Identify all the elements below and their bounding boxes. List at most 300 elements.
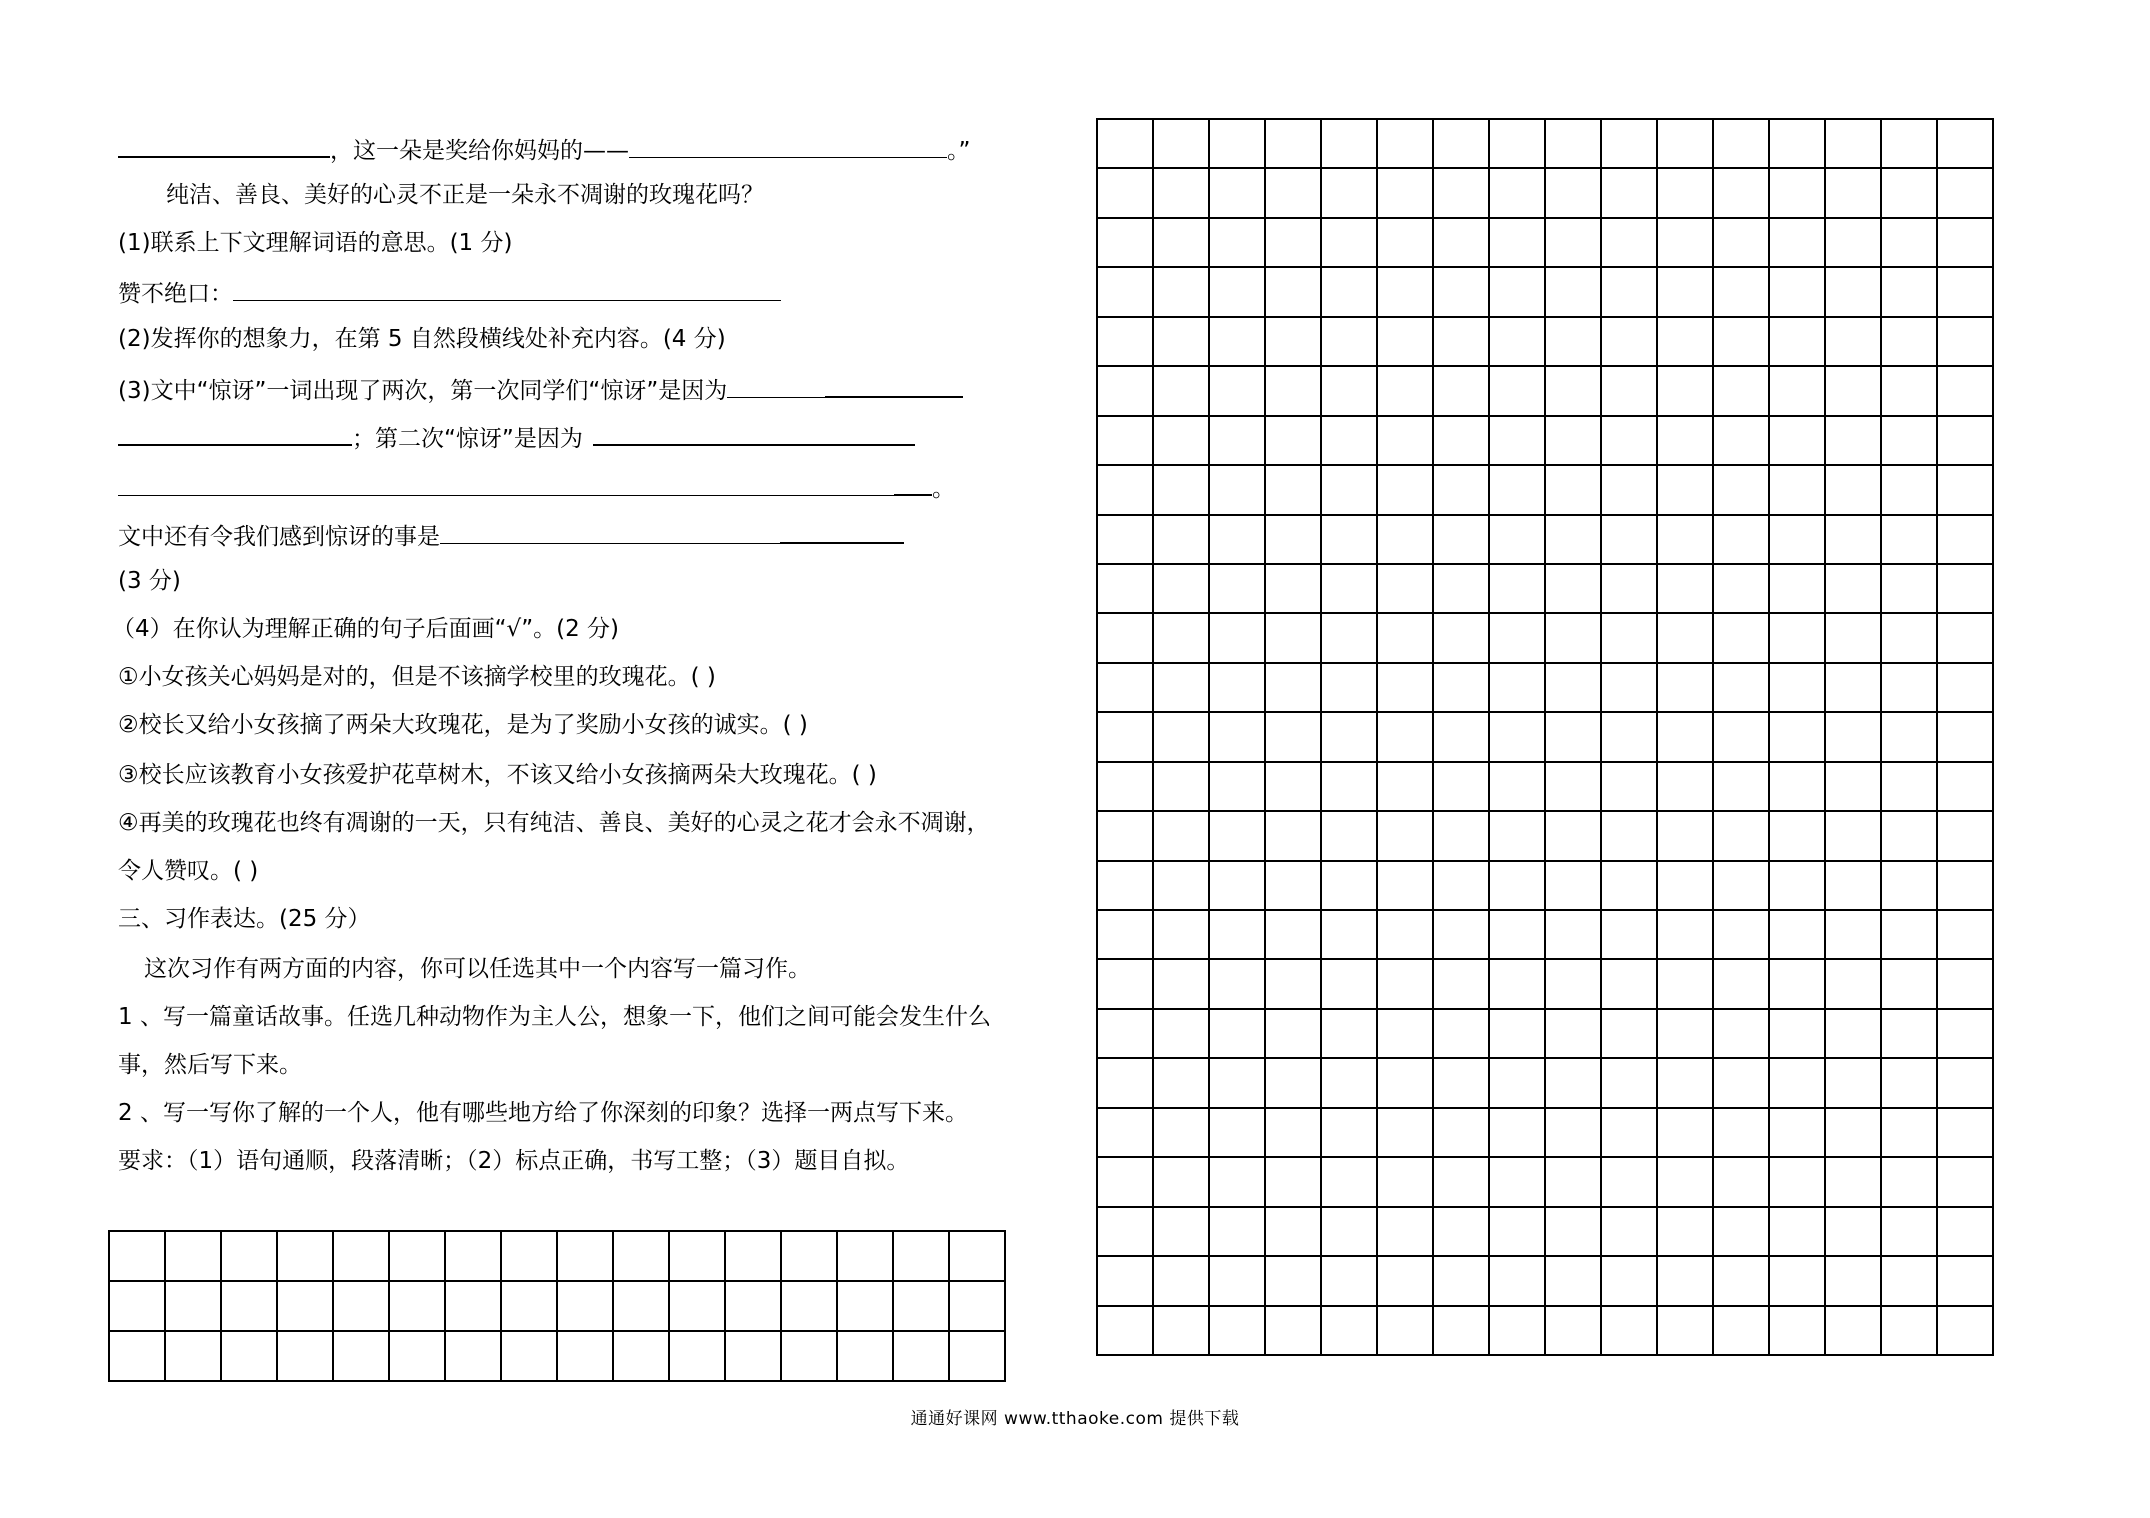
grid-cell[interactable] bbox=[1098, 664, 1154, 713]
grid-cell[interactable] bbox=[1098, 960, 1154, 1009]
grid-cell[interactable] bbox=[1770, 417, 1826, 466]
grid-cell[interactable] bbox=[1210, 120, 1266, 169]
grid-cell[interactable] bbox=[614, 1232, 670, 1282]
grid-cell[interactable] bbox=[1154, 1208, 1210, 1257]
grid-cell[interactable] bbox=[1098, 1208, 1154, 1257]
grid-cell[interactable] bbox=[1546, 862, 1602, 911]
grid-cell[interactable] bbox=[1490, 1307, 1546, 1356]
grid-cell[interactable] bbox=[1490, 763, 1546, 812]
grid-cell[interactable] bbox=[1154, 1109, 1210, 1158]
writing-grid-large[interactable] bbox=[1096, 118, 1994, 1356]
grid-cell[interactable] bbox=[1602, 713, 1658, 762]
grid-cell[interactable] bbox=[1434, 1208, 1490, 1257]
grid-cell[interactable] bbox=[334, 1232, 390, 1282]
grid-cell[interactable] bbox=[1378, 713, 1434, 762]
grid-cell[interactable] bbox=[1546, 318, 1602, 367]
grid-cell[interactable] bbox=[1546, 268, 1602, 317]
grid-cell[interactable] bbox=[1770, 1109, 1826, 1158]
grid-cell[interactable] bbox=[1210, 318, 1266, 367]
grid-cell[interactable] bbox=[1658, 318, 1714, 367]
grid-cell[interactable] bbox=[1882, 466, 1938, 515]
grid-cell[interactable] bbox=[1098, 911, 1154, 960]
grid-cell[interactable] bbox=[1098, 1059, 1154, 1108]
grid-cell[interactable] bbox=[1154, 812, 1210, 861]
grid-cell[interactable] bbox=[1938, 1059, 1994, 1108]
grid-cell[interactable] bbox=[1490, 1208, 1546, 1257]
grid-cell[interactable] bbox=[1658, 1208, 1714, 1257]
grid-cell[interactable] bbox=[1378, 1208, 1434, 1257]
grid-cell[interactable] bbox=[1322, 812, 1378, 861]
grid-cell[interactable] bbox=[1154, 417, 1210, 466]
grid-cell[interactable] bbox=[1938, 614, 1994, 663]
grid-cell[interactable] bbox=[1602, 1307, 1658, 1356]
grid-cell[interactable] bbox=[1322, 169, 1378, 218]
grid-cell[interactable] bbox=[1938, 219, 1994, 268]
grid-cell[interactable] bbox=[1434, 318, 1490, 367]
grid-cell[interactable] bbox=[1770, 763, 1826, 812]
grid-cell[interactable] bbox=[1434, 1158, 1490, 1207]
grid-cell[interactable] bbox=[1546, 1307, 1602, 1356]
grid-cell[interactable] bbox=[1322, 960, 1378, 1009]
grid-cell[interactable] bbox=[1378, 219, 1434, 268]
grid-cell[interactable] bbox=[1322, 713, 1378, 762]
answer-blank[interactable] bbox=[894, 470, 932, 496]
grid-cell[interactable] bbox=[1938, 268, 1994, 317]
grid-cell[interactable] bbox=[446, 1232, 502, 1282]
grid-cell[interactable] bbox=[1322, 318, 1378, 367]
blank-line[interactable] bbox=[118, 132, 330, 158]
grid-cell[interactable] bbox=[1490, 1158, 1546, 1207]
grid-cell[interactable] bbox=[1434, 614, 1490, 663]
grid-cell[interactable] bbox=[1602, 516, 1658, 565]
grid-cell[interactable] bbox=[1658, 713, 1714, 762]
grid-cell[interactable] bbox=[1658, 417, 1714, 466]
grid-cell[interactable] bbox=[1434, 664, 1490, 713]
grid-cell[interactable] bbox=[1770, 713, 1826, 762]
grid-cell[interactable] bbox=[1714, 516, 1770, 565]
grid-cell[interactable] bbox=[782, 1332, 838, 1382]
grid-cell[interactable] bbox=[1938, 318, 1994, 367]
grid-cell[interactable] bbox=[1826, 417, 1882, 466]
grid-cell[interactable] bbox=[1770, 516, 1826, 565]
grid-cell[interactable] bbox=[1938, 713, 1994, 762]
grid-cell[interactable] bbox=[1210, 664, 1266, 713]
grid-cell[interactable] bbox=[1882, 318, 1938, 367]
answer-blank[interactable] bbox=[780, 518, 904, 544]
grid-cell[interactable] bbox=[1602, 1010, 1658, 1059]
grid-cell[interactable] bbox=[1490, 1010, 1546, 1059]
grid-cell[interactable] bbox=[1714, 1257, 1770, 1306]
grid-cell[interactable] bbox=[1546, 960, 1602, 1009]
grid-cell[interactable] bbox=[1602, 219, 1658, 268]
grid-cell[interactable] bbox=[1938, 763, 1994, 812]
grid-cell[interactable] bbox=[390, 1282, 446, 1332]
grid-cell[interactable] bbox=[1434, 1059, 1490, 1108]
grid-cell[interactable] bbox=[1658, 960, 1714, 1009]
grid-cell[interactable] bbox=[1938, 1257, 1994, 1306]
grid-cell[interactable] bbox=[1770, 1257, 1826, 1306]
grid-cell[interactable] bbox=[1546, 169, 1602, 218]
grid-cell[interactable] bbox=[1826, 516, 1882, 565]
grid-cell[interactable] bbox=[1882, 911, 1938, 960]
grid-cell[interactable] bbox=[1826, 318, 1882, 367]
grid-cell[interactable] bbox=[1658, 1109, 1714, 1158]
grid-cell[interactable] bbox=[1378, 763, 1434, 812]
grid-cell[interactable] bbox=[1770, 1010, 1826, 1059]
grid-cell[interactable] bbox=[1378, 812, 1434, 861]
grid-cell[interactable] bbox=[1938, 862, 1994, 911]
grid-cell[interactable] bbox=[1490, 911, 1546, 960]
grid-cell[interactable] bbox=[390, 1232, 446, 1282]
grid-cell[interactable] bbox=[1378, 614, 1434, 663]
grid-cell[interactable] bbox=[1490, 713, 1546, 762]
grid-cell[interactable] bbox=[1154, 1158, 1210, 1207]
grid-cell[interactable] bbox=[1826, 367, 1882, 416]
grid-cell[interactable] bbox=[1434, 812, 1490, 861]
grid-cell[interactable] bbox=[502, 1332, 558, 1382]
grid-cell[interactable] bbox=[1378, 169, 1434, 218]
grid-cell[interactable] bbox=[1210, 417, 1266, 466]
grid-cell[interactable] bbox=[1658, 763, 1714, 812]
answer-blank[interactable] bbox=[233, 276, 781, 301]
grid-cell[interactable] bbox=[1154, 466, 1210, 515]
grid-cell[interactable] bbox=[1154, 1059, 1210, 1108]
answer-blank[interactable] bbox=[440, 519, 780, 544]
grid-cell[interactable] bbox=[1322, 219, 1378, 268]
grid-cell[interactable] bbox=[1210, 516, 1266, 565]
grid-cell[interactable] bbox=[1658, 466, 1714, 515]
grid-cell[interactable] bbox=[1938, 466, 1994, 515]
grid-cell[interactable] bbox=[1154, 367, 1210, 416]
grid-cell[interactable] bbox=[1098, 763, 1154, 812]
grid-cell[interactable] bbox=[1602, 1109, 1658, 1158]
grid-cell[interactable] bbox=[1098, 1010, 1154, 1059]
grid-cell[interactable] bbox=[558, 1232, 614, 1282]
grid-cell[interactable] bbox=[1882, 1208, 1938, 1257]
grid-cell[interactable] bbox=[1546, 763, 1602, 812]
grid-cell[interactable] bbox=[1826, 1307, 1882, 1356]
answer-blank[interactable] bbox=[118, 471, 894, 496]
grid-cell[interactable] bbox=[1826, 960, 1882, 1009]
grid-cell[interactable] bbox=[726, 1282, 782, 1332]
grid-cell[interactable] bbox=[1378, 1010, 1434, 1059]
grid-cell[interactable] bbox=[1210, 812, 1266, 861]
grid-cell[interactable] bbox=[1322, 417, 1378, 466]
grid-cell[interactable] bbox=[1210, 614, 1266, 663]
grid-cell[interactable] bbox=[1882, 1059, 1938, 1108]
grid-cell[interactable] bbox=[1770, 664, 1826, 713]
grid-cell[interactable] bbox=[1266, 367, 1322, 416]
grid-cell[interactable] bbox=[1266, 713, 1322, 762]
question-4-option-4[interactable]: ④再美的玫瑰花也终有凋谢的一天，只有纯洁、善良、美好的心灵之花才会永不凋谢， bbox=[118, 810, 990, 836]
grid-cell[interactable] bbox=[1154, 169, 1210, 218]
grid-cell[interactable] bbox=[1714, 1109, 1770, 1158]
grid-cell[interactable] bbox=[1770, 367, 1826, 416]
grid-cell[interactable] bbox=[1602, 812, 1658, 861]
grid-cell[interactable] bbox=[1602, 169, 1658, 218]
grid-cell[interactable] bbox=[1714, 318, 1770, 367]
grid-cell[interactable] bbox=[950, 1232, 1006, 1282]
grid-cell[interactable] bbox=[1938, 812, 1994, 861]
grid-cell[interactable] bbox=[1098, 1109, 1154, 1158]
grid-cell[interactable] bbox=[1098, 713, 1154, 762]
grid-cell[interactable] bbox=[1490, 1059, 1546, 1108]
grid-cell[interactable] bbox=[1882, 1010, 1938, 1059]
grid-cell[interactable] bbox=[1490, 960, 1546, 1009]
answer-blank[interactable] bbox=[727, 373, 825, 398]
grid-cell[interactable] bbox=[1546, 614, 1602, 663]
grid-cell[interactable] bbox=[1210, 960, 1266, 1009]
grid-cell[interactable] bbox=[1602, 268, 1658, 317]
grid-cell[interactable] bbox=[1490, 516, 1546, 565]
grid-cell[interactable] bbox=[1210, 565, 1266, 614]
grid-cell[interactable] bbox=[1770, 960, 1826, 1009]
grid-cell[interactable] bbox=[1322, 1307, 1378, 1356]
grid-cell[interactable] bbox=[1602, 318, 1658, 367]
grid-cell[interactable] bbox=[1658, 614, 1714, 663]
grid-cell[interactable] bbox=[838, 1232, 894, 1282]
grid-cell[interactable] bbox=[1826, 219, 1882, 268]
grid-cell[interactable] bbox=[1826, 466, 1882, 515]
grid-cell[interactable] bbox=[1434, 911, 1490, 960]
grid-cell[interactable] bbox=[1658, 1158, 1714, 1207]
grid-cell[interactable] bbox=[1826, 1257, 1882, 1306]
grid-cell[interactable] bbox=[1658, 367, 1714, 416]
grid-cell[interactable] bbox=[1938, 169, 1994, 218]
grid-cell[interactable] bbox=[1882, 219, 1938, 268]
grid-cell[interactable] bbox=[1210, 1208, 1266, 1257]
grid-cell[interactable] bbox=[1098, 565, 1154, 614]
grid-cell[interactable] bbox=[1770, 169, 1826, 218]
grid-cell[interactable] bbox=[1154, 120, 1210, 169]
grid-cell[interactable] bbox=[1266, 417, 1322, 466]
grid-cell[interactable] bbox=[1378, 1257, 1434, 1306]
grid-cell[interactable] bbox=[1602, 911, 1658, 960]
grid-cell[interactable] bbox=[1770, 219, 1826, 268]
grid-cell[interactable] bbox=[558, 1332, 614, 1382]
grid-cell[interactable] bbox=[1490, 1109, 1546, 1158]
grid-cell[interactable] bbox=[1714, 911, 1770, 960]
grid-cell[interactable] bbox=[1434, 367, 1490, 416]
grid-cell[interactable] bbox=[1378, 268, 1434, 317]
grid-cell[interactable] bbox=[1210, 713, 1266, 762]
grid-cell[interactable] bbox=[1434, 763, 1490, 812]
grid-cell[interactable] bbox=[950, 1332, 1006, 1382]
grid-cell[interactable] bbox=[1770, 565, 1826, 614]
grid-cell[interactable] bbox=[1770, 120, 1826, 169]
grid-cell[interactable] bbox=[1938, 664, 1994, 713]
grid-cell[interactable] bbox=[446, 1282, 502, 1332]
grid-cell[interactable] bbox=[1378, 1059, 1434, 1108]
grid-cell[interactable] bbox=[1098, 367, 1154, 416]
grid-cell[interactable] bbox=[1098, 169, 1154, 218]
grid-cell[interactable] bbox=[1322, 466, 1378, 515]
grid-cell[interactable] bbox=[1490, 120, 1546, 169]
grid-cell[interactable] bbox=[1434, 1257, 1490, 1306]
grid-cell[interactable] bbox=[1826, 664, 1882, 713]
grid-cell[interactable] bbox=[1434, 516, 1490, 565]
grid-cell[interactable] bbox=[1266, 565, 1322, 614]
grid-cell[interactable] bbox=[1098, 318, 1154, 367]
grid-cell[interactable] bbox=[1938, 367, 1994, 416]
grid-cell[interactable] bbox=[1098, 417, 1154, 466]
grid-cell[interactable] bbox=[110, 1332, 166, 1382]
grid-cell[interactable] bbox=[1098, 862, 1154, 911]
grid-cell[interactable] bbox=[1826, 614, 1882, 663]
grid-cell[interactable] bbox=[1154, 614, 1210, 663]
grid-cell[interactable] bbox=[1210, 1059, 1266, 1108]
answer-blank[interactable] bbox=[825, 372, 963, 398]
grid-cell[interactable] bbox=[838, 1282, 894, 1332]
question-4-option-2[interactable]: ②校长又给小女孩摘了两朵大玫瑰花，是为了奖励小女孩的诚实。( ) bbox=[118, 712, 808, 738]
grid-cell[interactable] bbox=[1378, 417, 1434, 466]
grid-cell[interactable] bbox=[1154, 960, 1210, 1009]
grid-cell[interactable] bbox=[1770, 268, 1826, 317]
grid-cell[interactable] bbox=[1714, 664, 1770, 713]
grid-cell[interactable] bbox=[1098, 614, 1154, 663]
grid-cell[interactable] bbox=[1266, 763, 1322, 812]
grid-cell[interactable] bbox=[1770, 812, 1826, 861]
grid-cell[interactable] bbox=[1770, 1158, 1826, 1207]
grid-cell[interactable] bbox=[1210, 1257, 1266, 1306]
grid-cell[interactable] bbox=[726, 1332, 782, 1382]
grid-cell[interactable] bbox=[1882, 614, 1938, 663]
grid-cell[interactable] bbox=[1546, 1208, 1602, 1257]
grid-cell[interactable] bbox=[1434, 466, 1490, 515]
grid-cell[interactable] bbox=[1882, 1257, 1938, 1306]
answer-blank[interactable] bbox=[593, 420, 915, 446]
grid-cell[interactable] bbox=[446, 1332, 502, 1382]
grid-cell[interactable] bbox=[1770, 614, 1826, 663]
grid-cell[interactable] bbox=[1882, 565, 1938, 614]
grid-cell[interactable] bbox=[670, 1232, 726, 1282]
grid-cell[interactable] bbox=[1602, 1208, 1658, 1257]
grid-cell[interactable] bbox=[1098, 1158, 1154, 1207]
grid-cell[interactable] bbox=[1938, 1109, 1994, 1158]
grid-cell[interactable] bbox=[1658, 812, 1714, 861]
grid-cell[interactable] bbox=[894, 1332, 950, 1382]
grid-cell[interactable] bbox=[1882, 812, 1938, 861]
grid-cell[interactable] bbox=[1882, 169, 1938, 218]
grid-cell[interactable] bbox=[1546, 1010, 1602, 1059]
grid-cell[interactable] bbox=[1658, 862, 1714, 911]
grid-cell[interactable] bbox=[1322, 367, 1378, 416]
grid-cell[interactable] bbox=[1378, 1158, 1434, 1207]
grid-cell[interactable] bbox=[1938, 417, 1994, 466]
grid-cell[interactable] bbox=[670, 1332, 726, 1382]
grid-cell[interactable] bbox=[1154, 565, 1210, 614]
grid-cell[interactable] bbox=[1882, 862, 1938, 911]
grid-cell[interactable] bbox=[1938, 120, 1994, 169]
grid-cell[interactable] bbox=[1210, 1158, 1266, 1207]
grid-cell[interactable] bbox=[1266, 169, 1322, 218]
grid-cell[interactable] bbox=[1322, 1208, 1378, 1257]
grid-cell[interactable] bbox=[1714, 713, 1770, 762]
grid-cell[interactable] bbox=[1434, 1109, 1490, 1158]
grid-cell[interactable] bbox=[1658, 219, 1714, 268]
grid-cell[interactable] bbox=[1434, 565, 1490, 614]
grid-cell[interactable] bbox=[1882, 960, 1938, 1009]
grid-cell[interactable] bbox=[1098, 1257, 1154, 1306]
grid-cell[interactable] bbox=[1490, 812, 1546, 861]
grid-cell[interactable] bbox=[1434, 1010, 1490, 1059]
grid-cell[interactable] bbox=[1770, 1208, 1826, 1257]
grid-cell[interactable] bbox=[1210, 1109, 1266, 1158]
grid-cell[interactable] bbox=[1210, 911, 1266, 960]
question-4-option-1[interactable]: ①小女孩关心妈妈是对的，但是不该摘学校里的玫瑰花。( ) bbox=[118, 664, 716, 690]
writing-grid-small[interactable] bbox=[108, 1230, 1006, 1382]
grid-cell[interactable] bbox=[558, 1282, 614, 1332]
grid-cell[interactable] bbox=[1154, 318, 1210, 367]
grid-cell[interactable] bbox=[1826, 1109, 1882, 1158]
grid-cell[interactable] bbox=[1322, 565, 1378, 614]
grid-cell[interactable] bbox=[1714, 614, 1770, 663]
grid-cell[interactable] bbox=[1490, 367, 1546, 416]
grid-cell[interactable] bbox=[1266, 120, 1322, 169]
grid-cell[interactable] bbox=[1658, 1307, 1714, 1356]
grid-cell[interactable] bbox=[1266, 911, 1322, 960]
grid-cell[interactable] bbox=[1714, 1059, 1770, 1108]
grid-cell[interactable] bbox=[1210, 763, 1266, 812]
grid-cell[interactable] bbox=[1322, 1109, 1378, 1158]
grid-cell[interactable] bbox=[1378, 960, 1434, 1009]
grid-cell[interactable] bbox=[110, 1282, 166, 1332]
answer-blank[interactable] bbox=[118, 420, 352, 446]
grid-cell[interactable] bbox=[1154, 664, 1210, 713]
grid-cell[interactable] bbox=[1826, 565, 1882, 614]
grid-cell[interactable] bbox=[1266, 1257, 1322, 1306]
grid-cell[interactable] bbox=[1882, 1109, 1938, 1158]
grid-cell[interactable] bbox=[1546, 367, 1602, 416]
grid-cell[interactable] bbox=[1546, 1109, 1602, 1158]
grid-cell[interactable] bbox=[1714, 268, 1770, 317]
grid-cell[interactable] bbox=[1490, 664, 1546, 713]
grid-cell[interactable] bbox=[1266, 318, 1322, 367]
grid-cell[interactable] bbox=[1714, 1010, 1770, 1059]
grid-cell[interactable] bbox=[1714, 1307, 1770, 1356]
grid-cell[interactable] bbox=[1658, 268, 1714, 317]
grid-cell[interactable] bbox=[1658, 1010, 1714, 1059]
grid-cell[interactable] bbox=[1714, 1158, 1770, 1207]
grid-cell[interactable] bbox=[1098, 516, 1154, 565]
grid-cell[interactable] bbox=[1546, 911, 1602, 960]
grid-cell[interactable] bbox=[1266, 1010, 1322, 1059]
grid-cell[interactable] bbox=[1490, 268, 1546, 317]
grid-cell[interactable] bbox=[1546, 1257, 1602, 1306]
grid-cell[interactable] bbox=[334, 1332, 390, 1382]
grid-cell[interactable] bbox=[1210, 1010, 1266, 1059]
grid-cell[interactable] bbox=[1546, 466, 1602, 515]
grid-cell[interactable] bbox=[1322, 614, 1378, 663]
grid-cell[interactable] bbox=[1154, 268, 1210, 317]
grid-cell[interactable] bbox=[1154, 516, 1210, 565]
grid-cell[interactable] bbox=[1378, 565, 1434, 614]
grid-cell[interactable] bbox=[1770, 1059, 1826, 1108]
grid-cell[interactable] bbox=[1210, 862, 1266, 911]
grid-cell[interactable] bbox=[1266, 862, 1322, 911]
grid-cell[interactable] bbox=[1714, 1208, 1770, 1257]
grid-cell[interactable] bbox=[1322, 268, 1378, 317]
grid-cell[interactable] bbox=[1266, 516, 1322, 565]
grid-cell[interactable] bbox=[222, 1232, 278, 1282]
grid-cell[interactable] bbox=[1546, 120, 1602, 169]
grid-cell[interactable] bbox=[726, 1232, 782, 1282]
grid-cell[interactable] bbox=[1882, 664, 1938, 713]
grid-cell[interactable] bbox=[1266, 812, 1322, 861]
grid-cell[interactable] bbox=[1658, 1059, 1714, 1108]
grid-cell[interactable] bbox=[1602, 565, 1658, 614]
grid-cell[interactable] bbox=[1714, 367, 1770, 416]
